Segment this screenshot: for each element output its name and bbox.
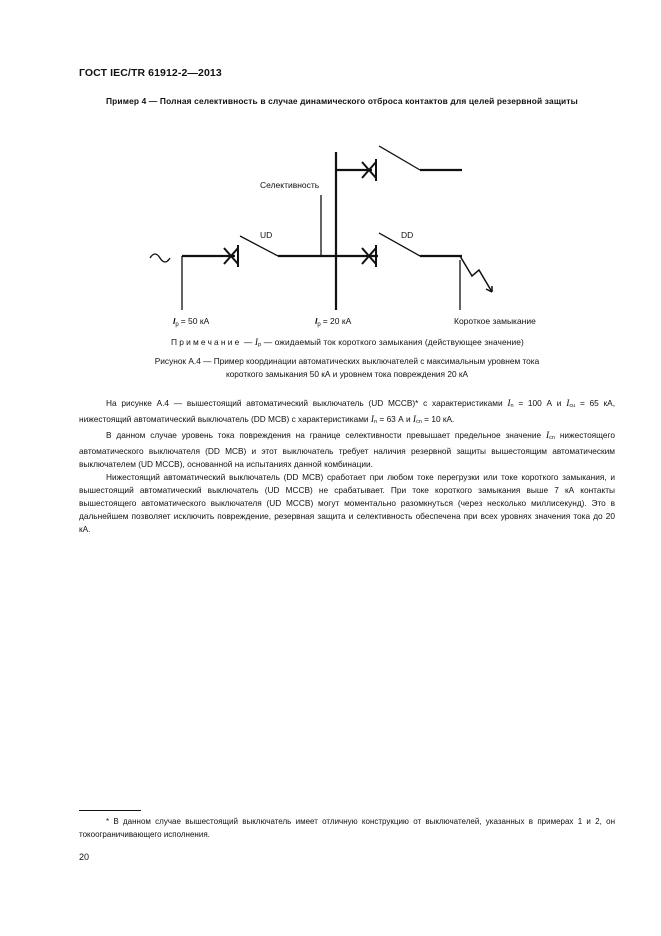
example-heading: Пример 4 — Полная селективность в случае динамического отброса контактов для целей резервной защиты [106,96,578,106]
label-ip-left: $I_p = 50$ кА [173,316,210,328]
label-ip-mid: $I_p = 20$ кА [315,316,352,328]
dd-switch-blade [379,233,420,256]
fault-lightning-symbol [460,256,492,292]
caption-line-1: Рисунок А.4 — Пример координации автоматических выключателей с максимальным уровнем тока [154,356,540,366]
footnote: * В данном случае вышестоящий выключатель имеет отличную конструкцию от выключателей, указанных в примерах 1 и 2, он токоограничивающего исполнения. [79,817,615,839]
figure-caption [79,355,615,381]
paragraph-1: На рисунке А.4 — вышестоящий автоматический выключатель (UD MCCB)* с характеристиками $I_n = 100$ А и $I_{cu} = 65$ кА, нижестоящий автоматический выключатель (DD MCB) с характеристиками $I_n = 63$ А и $I_{cn} = 10$ кА. [79,398,615,425]
ud-switch-blade [240,236,278,256]
label-short-circuit: Короткое замыкание [454,316,536,326]
figure-note: Примечание — $I_p$ — ожидаемый ток короткого замыкания (действующее значение) [171,337,524,348]
label-selectivity: Селективность [260,180,320,190]
document-header: ГОСТ IEC/TR 61912-2—2013 [79,67,222,79]
label-dd: DD [401,230,414,240]
body-text [79,397,615,536]
paragraph-2: В данном случае уровень тока повреждения на границе селективности превышает предельное значение $I_{cn}$ нижестоящего автоматического выключателя (DD MCB) и этот выключатель требует наличия резервной защиты вышестоящим автоматическим выключателем (UD MCCB), основанной на испытаниях данной комбинации. [79,430,615,469]
upper-switch-blade [379,146,420,170]
paragraph-3: Нижестоящий автоматический выключатель (DD MCB) сработает при любом токе перегрузки или токе короткого замыкания, и вышестоящий автоматический выключатель (UD MCCB) не срабатывает. При токе короткого замыкания выше 7 кА контакты вышестоящего автоматического выключателя (UD MCCB) могут моментально разомкнуться (через несколько миллисекунд). Это в дальнейшем позволяет исключить повреждение, резервная защита и селективность обеспечена при всех уровнях значения тока до 20 кА. [79,472,615,534]
page-number: 20 [79,852,90,862]
ac-source-symbol [150,254,170,262]
footnote-separator [79,810,141,811]
caption-line-2: короткого замыкания 50 кА и уровнем тока повреждения 20 кА [225,369,469,379]
circuit-diagram [140,140,560,335]
note-prefix: Примечание [171,337,242,347]
label-ud: UD [260,230,273,240]
